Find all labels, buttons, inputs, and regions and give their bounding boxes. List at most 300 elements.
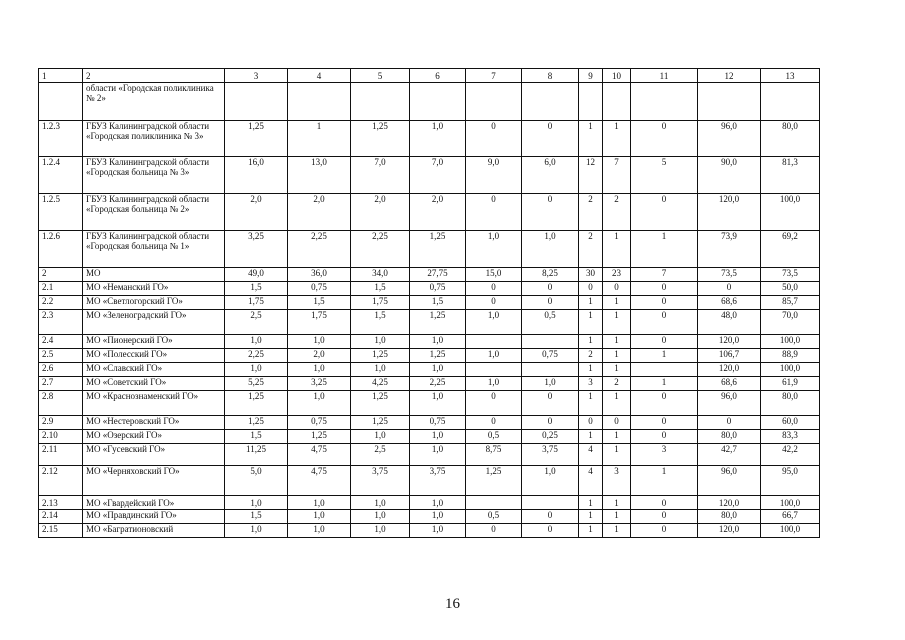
table-cell-col-3: 1,0 [225, 335, 288, 349]
table-cell-col-2: области «Городская поликлиника № 2» [83, 83, 225, 121]
table-cell-col-11: 0 [631, 310, 698, 335]
table-cell-col-6: 2,0 [410, 194, 466, 231]
table-cell-col-12: 73,9 [698, 231, 761, 268]
table-cell-col-9: 4 [579, 466, 603, 496]
table-cell-col-8: 0 [522, 391, 579, 416]
table-cell-col-6: 1,0 [410, 510, 466, 524]
table-cell-col-2: МО «Славский ГО» [83, 363, 225, 377]
table-cell-col-3 [225, 83, 288, 121]
table-cell-col-6: 27,75 [410, 268, 466, 282]
table-cell-col-5: 7,0 [351, 157, 410, 194]
table-cell-col-5: 2,0 [351, 194, 410, 231]
table-cell-col-1: 1.2.5 [39, 194, 83, 231]
table-cell-col-12: 106,7 [698, 349, 761, 363]
table-cell-col-13: 100,0 [761, 524, 820, 538]
table-cell-col-12: 73,5 [698, 268, 761, 282]
table-cell-col-1: 1.2.6 [39, 231, 83, 268]
table-cell-col-8: 6,0 [522, 157, 579, 194]
table-row [39, 416, 820, 430]
header-cell-col-12: 12 [698, 69, 761, 83]
table-row [39, 121, 820, 157]
table-cell-col-2: МО «Краснознаменский ГО» [83, 391, 225, 416]
table-cell-col-10: 1 [603, 310, 631, 335]
table-cell-col-3: 2,0 [225, 194, 288, 231]
table-cell-col-1: 2.3 [39, 310, 83, 335]
table-cell-col-3: 5,25 [225, 377, 288, 391]
table-row [39, 391, 820, 416]
table-cell-col-7: 8,75 [466, 444, 522, 466]
table-cell-col-7: 1,0 [466, 349, 522, 363]
table-cell-col-2: МО «Зеленоградский ГО» [83, 310, 225, 335]
table-cell-col-7 [466, 335, 522, 349]
table-cell-col-8: 0 [522, 296, 579, 310]
table-cell-col-11: 0 [631, 121, 698, 157]
table-cell-col-8: 1,0 [522, 231, 579, 268]
table-cell-col-9: 1 [579, 121, 603, 157]
table-cell-col-13: 69,2 [761, 231, 820, 268]
table-cell-col-6: 1,0 [410, 430, 466, 444]
table-cell-col-3: 1,5 [225, 510, 288, 524]
table-cell-col-5: 1,5 [351, 310, 410, 335]
table-cell-col-7: 1,0 [466, 310, 522, 335]
table-cell-col-9: 2 [579, 194, 603, 231]
table-cell-col-9: 1 [579, 363, 603, 377]
table-cell-col-11: 3 [631, 444, 698, 466]
table-cell-col-11: 7 [631, 268, 698, 282]
table-cell-col-4: 1,0 [288, 524, 351, 538]
table-cell-col-6: 1,0 [410, 524, 466, 538]
table-cell-col-10: 1 [603, 391, 631, 416]
table-cell-col-11: 0 [631, 524, 698, 538]
table-cell-col-4: 1,25 [288, 430, 351, 444]
table-cell-col-9: 1 [579, 524, 603, 538]
table-cell-col-1: 1.2.3 [39, 121, 83, 157]
table-cell-col-4 [288, 83, 351, 121]
header-cell-col-9: 9 [579, 69, 603, 83]
table-cell-col-1: 1.2.4 [39, 157, 83, 194]
table-cell-col-2: МО [83, 268, 225, 282]
table-cell-col-13: 61,9 [761, 377, 820, 391]
table-cell-col-9: 1 [579, 430, 603, 444]
table-cell-col-12: 0 [698, 282, 761, 296]
table-cell-col-7: 1,0 [466, 377, 522, 391]
table-cell-col-8: 3,75 [522, 444, 579, 466]
table-cell-col-4: 2,25 [288, 231, 351, 268]
table-cell-col-10: 1 [603, 335, 631, 349]
table-cell-col-13 [761, 83, 820, 121]
table-cell-col-13: 83,3 [761, 430, 820, 444]
table-cell-col-8: 1,0 [522, 377, 579, 391]
table-cell-col-10: 1 [603, 444, 631, 466]
table-cell-col-6: 1,0 [410, 496, 466, 510]
table-cell-col-4: 36,0 [288, 268, 351, 282]
table-cell-col-11: 0 [631, 391, 698, 416]
table-cell-col-6: 1,0 [410, 335, 466, 349]
table-cell-col-3: 1,25 [225, 391, 288, 416]
table-cell-col-4: 1 [288, 121, 351, 157]
table-cell-col-12 [698, 83, 761, 121]
table-cell-col-8 [522, 363, 579, 377]
table-cell-col-9: 1 [579, 510, 603, 524]
table-cell-col-13: 50,0 [761, 282, 820, 296]
table-cell-col-5: 1,0 [351, 496, 410, 510]
header-cell-col-2: 2 [83, 69, 225, 83]
table-row [39, 444, 820, 466]
table-cell-col-1 [39, 83, 83, 121]
table-cell-col-9: 2 [579, 349, 603, 363]
table-cell-col-9: 4 [579, 444, 603, 466]
table-cell-col-8: 0,75 [522, 349, 579, 363]
table-cell-col-3: 2,5 [225, 310, 288, 335]
header-cell-col-3: 3 [225, 69, 288, 83]
table-cell-col-13: 95,0 [761, 466, 820, 496]
table-row [39, 83, 820, 121]
header-cell-col-1: 1 [39, 69, 83, 83]
header-cell-col-8: 8 [522, 69, 579, 83]
table-cell-col-12: 0 [698, 416, 761, 430]
table-cell-col-1: 2.9 [39, 416, 83, 430]
table-cell-col-11: 5 [631, 157, 698, 194]
table-cell-col-3: 1,0 [225, 496, 288, 510]
table-cell-col-7: 0 [466, 194, 522, 231]
table-cell-col-11: 0 [631, 296, 698, 310]
table-cell-col-5: 34,0 [351, 268, 410, 282]
table-cell-col-11: 0 [631, 335, 698, 349]
table-cell-col-2: МО «Гвардейский ГО» [83, 496, 225, 510]
table-cell-col-3: 1,0 [225, 524, 288, 538]
table-cell-col-7: 0,5 [466, 510, 522, 524]
table-cell-col-3: 1,75 [225, 296, 288, 310]
table-cell-col-1: 2.10 [39, 430, 83, 444]
table-row [39, 466, 820, 496]
table-cell-col-7: 0 [466, 524, 522, 538]
header-cell-col-7: 7 [466, 69, 522, 83]
table-cell-col-6: 1,0 [410, 444, 466, 466]
table-cell-col-5: 1,0 [351, 430, 410, 444]
table-cell-col-6: 0,75 [410, 282, 466, 296]
table-cell-col-7: 0 [466, 391, 522, 416]
table-cell-col-13: 60,0 [761, 416, 820, 430]
table-cell-col-9: 12 [579, 157, 603, 194]
table-cell-col-6: 1,25 [410, 349, 466, 363]
table-cell-col-5 [351, 83, 410, 121]
table-body [39, 69, 820, 538]
table-cell-col-4: 1,5 [288, 296, 351, 310]
table-cell-col-2: ГБУЗ Калининградской области «Городская больница № 1» [83, 231, 225, 268]
table-cell-col-12: 120,0 [698, 335, 761, 349]
table-cell-col-11: 0 [631, 430, 698, 444]
table-cell-col-12: 68,6 [698, 296, 761, 310]
table-cell-col-5: 1,0 [351, 510, 410, 524]
table-cell-col-12: 42,7 [698, 444, 761, 466]
table-cell-col-2: МО «Озерский ГО» [83, 430, 225, 444]
table-cell-col-9: 1 [579, 391, 603, 416]
table-cell-col-4: 1,0 [288, 363, 351, 377]
table-cell-col-5: 2,25 [351, 231, 410, 268]
table-cell-col-9: 3 [579, 377, 603, 391]
table-cell-col-6 [410, 83, 466, 121]
table-cell-col-13: 73,5 [761, 268, 820, 282]
table-cell-col-7: 0 [466, 296, 522, 310]
table-cell-col-10: 0 [603, 416, 631, 430]
header-cell-col-4: 4 [288, 69, 351, 83]
data-table [38, 68, 820, 538]
table-row [39, 349, 820, 363]
table-cell-col-12: 96,0 [698, 466, 761, 496]
table-row [39, 310, 820, 335]
table-cell-col-9: 1 [579, 296, 603, 310]
table-cell-col-7: 0 [466, 121, 522, 157]
table-cell-col-13: 88,9 [761, 349, 820, 363]
page-number: 16 [445, 596, 460, 612]
table-cell-col-13: 100,0 [761, 194, 820, 231]
header-cell-col-10: 10 [603, 69, 631, 83]
table-cell-col-7: 0,5 [466, 430, 522, 444]
table-cell-col-10: 23 [603, 268, 631, 282]
table-cell-col-4: 13,0 [288, 157, 351, 194]
table-cell-col-10: 1 [603, 296, 631, 310]
table-row [39, 296, 820, 310]
table-cell-col-3: 16,0 [225, 157, 288, 194]
table-row [39, 335, 820, 349]
table-cell-col-5: 1,25 [351, 349, 410, 363]
table-cell-col-12: 80,0 [698, 510, 761, 524]
table-cell-col-4: 1,0 [288, 510, 351, 524]
table-cell-col-13: 80,0 [761, 391, 820, 416]
table-cell-col-6: 1,0 [410, 363, 466, 377]
table-cell-col-3: 3,25 [225, 231, 288, 268]
table-cell-col-1: 2.1 [39, 282, 83, 296]
table-cell-col-1: 2.14 [39, 510, 83, 524]
table-cell-col-7: 0 [466, 416, 522, 430]
table-row [39, 268, 820, 282]
table-cell-col-5: 1,0 [351, 524, 410, 538]
table-cell-col-10: 1 [603, 121, 631, 157]
table-cell-col-1: 2.4 [39, 335, 83, 349]
header-cell-col-5: 5 [351, 69, 410, 83]
table-row [39, 194, 820, 231]
table-cell-col-10: 1 [603, 349, 631, 363]
table-cell-col-6: 1,0 [410, 121, 466, 157]
table-cell-col-6: 0,75 [410, 416, 466, 430]
table-row [39, 231, 820, 268]
table-cell-col-8: 0,5 [522, 310, 579, 335]
table-cell-col-8: 0 [522, 194, 579, 231]
table-cell-col-1: 2.13 [39, 496, 83, 510]
table-row [39, 430, 820, 444]
table-cell-col-8: 0 [522, 416, 579, 430]
table-cell-col-5: 3,75 [351, 466, 410, 496]
table-cell-col-2: МО «Правдинский ГО» [83, 510, 225, 524]
table-cell-col-5: 1,25 [351, 391, 410, 416]
table-cell-col-11: 0 [631, 416, 698, 430]
table-cell-col-3: 2,25 [225, 349, 288, 363]
table-cell-col-10: 2 [603, 194, 631, 231]
table-cell-col-2: МО «Черняховский ГО» [83, 466, 225, 496]
table-cell-col-12: 120,0 [698, 524, 761, 538]
table-cell-col-1: 2.2 [39, 296, 83, 310]
table-cell-col-11 [631, 363, 698, 377]
table-cell-col-13: 100,0 [761, 335, 820, 349]
table-cell-col-3: 1,0 [225, 363, 288, 377]
table-cell-col-8: 0 [522, 121, 579, 157]
table-cell-col-8 [522, 496, 579, 510]
header-cell-col-6: 6 [410, 69, 466, 83]
header-row [39, 69, 820, 83]
header-cell-col-11: 11 [631, 69, 698, 83]
table-cell-col-7: 1,25 [466, 466, 522, 496]
table-cell-col-3: 49,0 [225, 268, 288, 282]
table-cell-col-5: 1,0 [351, 335, 410, 349]
table-cell-col-12: 120,0 [698, 194, 761, 231]
table-row [39, 157, 820, 194]
table-cell-col-13: 42,2 [761, 444, 820, 466]
table-row [39, 510, 820, 524]
table-cell-col-2: МО «Багратионовский [83, 524, 225, 538]
table-cell-col-9: 30 [579, 268, 603, 282]
table-cell-col-4: 2,0 [288, 349, 351, 363]
table-cell-col-5: 1,5 [351, 282, 410, 296]
table-cell-col-2: МО «Светлогорский ГО» [83, 296, 225, 310]
table-cell-col-10: 1 [603, 231, 631, 268]
table-cell-col-3: 11,25 [225, 444, 288, 466]
table-cell-col-5: 1,25 [351, 121, 410, 157]
table-cell-col-12: 120,0 [698, 363, 761, 377]
table-cell-col-9: 1 [579, 496, 603, 510]
table-cell-col-8 [522, 83, 579, 121]
table-cell-col-10 [603, 83, 631, 121]
table-cell-col-7: 0 [466, 282, 522, 296]
table-cell-col-6: 1,5 [410, 296, 466, 310]
table-cell-col-13: 80,0 [761, 121, 820, 157]
table-cell-col-7 [466, 496, 522, 510]
table-cell-col-12: 96,0 [698, 121, 761, 157]
table-cell-col-5: 1,25 [351, 416, 410, 430]
table-cell-col-9: 1 [579, 310, 603, 335]
table-cell-col-11: 1 [631, 377, 698, 391]
table-cell-col-7: 1,0 [466, 231, 522, 268]
table-cell-col-8: 0 [522, 524, 579, 538]
table-cell-col-10: 2 [603, 377, 631, 391]
table-cell-col-12: 90,0 [698, 157, 761, 194]
table-cell-col-1: 2.7 [39, 377, 83, 391]
table-cell-col-6: 3,75 [410, 466, 466, 496]
table-cell-col-2: ГБУЗ Калининградской области «Городская больница № 3» [83, 157, 225, 194]
table-cell-col-13: 70,0 [761, 310, 820, 335]
table-cell-col-7 [466, 363, 522, 377]
table-cell-col-8: 0 [522, 282, 579, 296]
table-cell-col-13: 100,0 [761, 496, 820, 510]
table-cell-col-1: 2.12 [39, 466, 83, 496]
table-cell-col-8: 8,25 [522, 268, 579, 282]
table-cell-col-8: 0,25 [522, 430, 579, 444]
table-cell-col-11: 0 [631, 510, 698, 524]
table-cell-col-11: 0 [631, 194, 698, 231]
table-cell-col-2: МО «Пионерский ГО» [83, 335, 225, 349]
table-cell-col-13: 100,0 [761, 363, 820, 377]
table-cell-col-5: 2,5 [351, 444, 410, 466]
table-cell-col-11: 1 [631, 349, 698, 363]
table-cell-col-3: 1,5 [225, 282, 288, 296]
table-cell-col-7 [466, 83, 522, 121]
table-cell-col-9 [579, 83, 603, 121]
table-cell-col-1: 2.5 [39, 349, 83, 363]
table-row [39, 524, 820, 538]
table-cell-col-9: 0 [579, 282, 603, 296]
table-cell-col-9: 1 [579, 335, 603, 349]
table-cell-col-10: 1 [603, 510, 631, 524]
table-cell-col-2: ГБУЗ Калининградской области «Городская поликлиника № 3» [83, 121, 225, 157]
table-cell-col-11 [631, 83, 698, 121]
table-cell-col-12: 120,0 [698, 496, 761, 510]
table-cell-col-2: МО «Полесский ГО» [83, 349, 225, 363]
table-cell-col-1: 2.15 [39, 524, 83, 538]
table-cell-col-2: МО «Нестеровский ГО» [83, 416, 225, 430]
table-cell-col-12: 80,0 [698, 430, 761, 444]
table-cell-col-3: 1,25 [225, 121, 288, 157]
table-row [39, 496, 820, 510]
table-cell-col-4: 2,0 [288, 194, 351, 231]
table-row [39, 363, 820, 377]
table-cell-col-13: 85,7 [761, 296, 820, 310]
table-cell-col-9: 2 [579, 231, 603, 268]
table-cell-col-11: 1 [631, 231, 698, 268]
table-cell-col-4: 4,75 [288, 466, 351, 496]
table-cell-col-8 [522, 335, 579, 349]
table-cell-col-6: 2,25 [410, 377, 466, 391]
table-cell-col-8: 1,0 [522, 466, 579, 496]
table-cell-col-12: 96,0 [698, 391, 761, 416]
table-cell-col-2: ГБУЗ Калининградской области «Городская больница № 2» [83, 194, 225, 231]
table-cell-col-10: 7 [603, 157, 631, 194]
table-cell-col-8: 0 [522, 510, 579, 524]
table-cell-col-4: 3,25 [288, 377, 351, 391]
table-cell-col-11: 1 [631, 466, 698, 496]
table-cell-col-10: 1 [603, 430, 631, 444]
table-cell-col-10: 1 [603, 496, 631, 510]
table-cell-col-1: 2.6 [39, 363, 83, 377]
table-cell-col-3: 5,0 [225, 466, 288, 496]
table-cell-col-1: 2.8 [39, 391, 83, 416]
table-cell-col-11: 0 [631, 282, 698, 296]
table-cell-col-4: 1,0 [288, 335, 351, 349]
table-cell-col-5: 1,75 [351, 296, 410, 310]
table-cell-col-7: 9,0 [466, 157, 522, 194]
table-cell-col-2: МО «Советский ГО» [83, 377, 225, 391]
table-cell-col-4: 1,0 [288, 496, 351, 510]
table-cell-col-4: 1,0 [288, 391, 351, 416]
table-cell-col-12: 48,0 [698, 310, 761, 335]
table-cell-col-5: 1,0 [351, 363, 410, 377]
table-cell-col-2: МО «Гусевский ГО» [83, 444, 225, 466]
table-cell-col-12: 68,6 [698, 377, 761, 391]
table-cell-col-6: 1,25 [410, 231, 466, 268]
table-cell-col-2: МО «Неманский ГО» [83, 282, 225, 296]
table-cell-col-3: 1,25 [225, 416, 288, 430]
table-row [39, 377, 820, 391]
table-cell-col-13: 81,3 [761, 157, 820, 194]
table-cell-col-4: 4,75 [288, 444, 351, 466]
table-cell-col-13: 66,7 [761, 510, 820, 524]
table-cell-col-1: 2 [39, 268, 83, 282]
table-cell-col-4: 0,75 [288, 416, 351, 430]
table-cell-col-3: 1,5 [225, 430, 288, 444]
table-row [39, 282, 820, 296]
table-cell-col-10: 3 [603, 466, 631, 496]
table-cell-col-4: 0,75 [288, 282, 351, 296]
table-cell-col-10: 1 [603, 363, 631, 377]
table-cell-col-9: 0 [579, 416, 603, 430]
